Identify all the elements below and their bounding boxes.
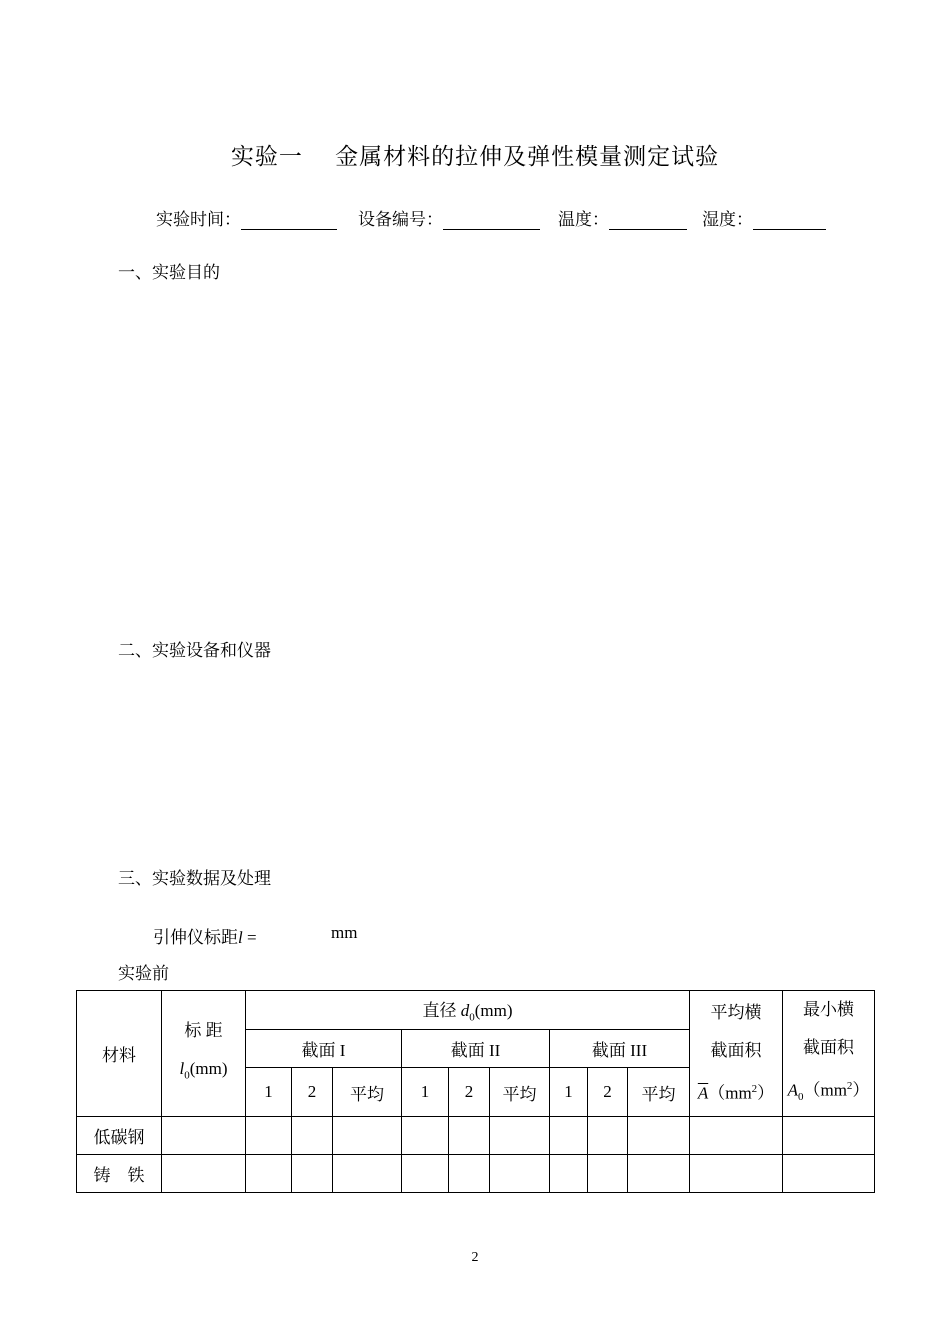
section-2-col-avg: 平均 [490,1068,550,1117]
table-cell[interactable] [588,1155,628,1193]
page-title: 实验一 金属材料的拉伸及弹性模量测定试验 [230,144,720,170]
table-cell[interactable] [690,1117,783,1155]
temperature-blank[interactable] [609,209,687,230]
section-1-col-1: 1 [246,1068,292,1117]
minimum-area-header: 最小横 截面积 $A_0(mm^2)$ [783,991,875,1117]
table-cell[interactable] [292,1155,333,1193]
table-cell[interactable] [690,1155,783,1193]
section-3-col-avg: 平均 [628,1068,690,1117]
page-number: 2 [471,1250,479,1265]
section-2-col-2: 2 [449,1068,490,1117]
humidity-label: 湿度： [702,210,753,229]
device-number-blank[interactable] [443,209,540,230]
extensometer-label: 引伸仪标距 [153,928,238,947]
table-cell[interactable] [246,1117,292,1155]
table-cell[interactable] [490,1117,550,1155]
table-cell[interactable] [550,1117,588,1155]
header-row-1 [77,991,875,1030]
table-cell[interactable] [783,1117,875,1155]
section-1-header: 截面 I [246,1029,402,1068]
table-cell[interactable] [333,1117,402,1155]
section-purpose-heading: 一、实验目的 [118,263,220,282]
table-row [77,1155,875,1193]
section-3-header: 截面 III [550,1029,690,1068]
experiment-time-field [156,205,337,230]
table-cell[interactable] [402,1155,449,1193]
device-number-label: 设备编号： [358,210,443,229]
gauge-length-header: 标 距 $l_0(mm)$ [162,991,246,1117]
humidity-blank[interactable] [753,209,826,230]
extensometer-equals: = [242,928,257,947]
section-3-col-2: 2 [588,1068,628,1117]
section-1-col-2: 2 [292,1068,333,1117]
section-2-col-1: 1 [402,1068,449,1117]
experiment-time-blank[interactable] [241,209,337,230]
table-cell[interactable] [402,1117,449,1155]
section-1-col-avg: 平均 [333,1068,402,1117]
diameter-header: 直径 $d_0(mm)$ [246,991,690,1030]
temperature-field [558,205,687,230]
section-3-col-1: 1 [550,1068,588,1117]
extensometer-symbol: l [238,928,243,947]
table-cell[interactable] [449,1117,490,1155]
material-name: 铸 铁 [77,1155,162,1193]
section-equipment-heading: 二、实验设备和仪器 [118,641,271,660]
table-cell[interactable] [628,1117,690,1155]
table-cell[interactable] [783,1155,875,1193]
section-2-header: 截面 II [402,1029,550,1068]
table-cell[interactable] [162,1117,246,1155]
table-cell[interactable] [588,1117,628,1155]
temperature-label: 温度： [558,210,609,229]
humidity-field [702,205,826,230]
table-cell[interactable] [162,1155,246,1193]
extensometer-gauge-line [153,923,257,948]
table-cell[interactable] [550,1155,588,1193]
measurement-table [76,990,875,1193]
material-header: 材料 [77,991,162,1117]
table-cell[interactable] [449,1155,490,1193]
extensometer-unit: mm [331,923,358,942]
before-experiment-label: 实验前 [118,964,169,983]
material-name: 低碳钢 [77,1117,162,1155]
table-cell[interactable] [490,1155,550,1193]
experiment-time-label: 实验时间： [156,210,241,229]
table-row [77,1117,875,1155]
section-data-heading: 三、实验数据及处理 [118,869,271,888]
table-cell[interactable] [333,1155,402,1193]
table-cell[interactable] [292,1117,333,1155]
table-cell[interactable] [246,1155,292,1193]
table-cell[interactable] [628,1155,690,1193]
device-number-field [358,205,540,230]
average-area-header: 平均横 截面积 $\overline{A}(mm^2)$ [690,991,783,1117]
